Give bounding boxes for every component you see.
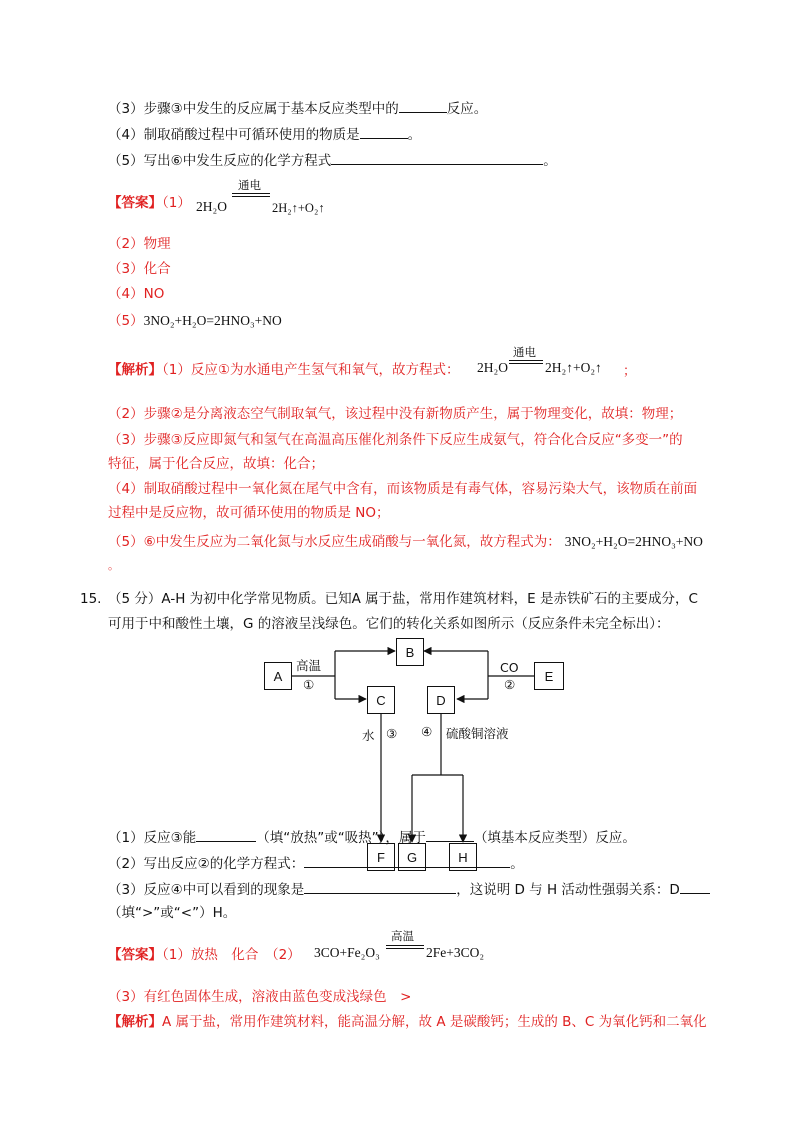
label-water: 水 xyxy=(362,728,375,743)
answer14-line2: （2）物理 xyxy=(108,236,171,252)
q15-part2: （2）写出反应②的化学方程式： 。 xyxy=(108,853,524,874)
q15-part3: （3）反应④中可以看到的现象是 ，这说明 D 与 H 活动性强弱关系：D xyxy=(108,879,710,900)
analysis14-line4a: （4）制取硝酸过程中一氧化氮在尾气中含有，而该物质是有毒气体，容易污染大气，该物质在前面 xyxy=(108,481,698,497)
answer15-equation: 3CO+Fe₂O₃ 高温 2Fe+3CO₂ xyxy=(314,929,485,960)
answer-blank xyxy=(304,879,456,894)
q15-part3-cont: （填“>”或“<”）H。 xyxy=(108,905,237,921)
equation-double-line xyxy=(509,360,543,364)
answer-blank xyxy=(426,827,474,842)
answer-blank xyxy=(196,827,256,842)
answer14-line1: 【答案】（1） xyxy=(108,195,191,211)
label-gaowen: 高温 xyxy=(296,658,322,673)
label-step-2: ② xyxy=(504,677,516,692)
box-f: F xyxy=(367,843,395,871)
label-step-1: ① xyxy=(303,677,315,692)
analysis14-line2: （2）步骤②是分离液态空气制取氧气，该过程中没有新物质产生，属于物理变化，故填：物理； xyxy=(108,406,683,422)
answer14-line3: （3）化合 xyxy=(108,261,171,277)
label-step-4: ④ xyxy=(421,724,433,739)
analysis14-line4b: 过程中是反应物，故可循环使用的物质是 NO； xyxy=(108,505,390,521)
answer15-line2: （3）有红色固体生成，溶液由蓝色变成浅绿色 > xyxy=(108,989,412,1005)
equation-double-line xyxy=(232,193,270,197)
answer15-line1: 【答案】（1）放热 化合 （2） xyxy=(108,947,301,963)
answer-blank xyxy=(331,150,543,165)
answer14-line5: （5）3NO₂+H₂O=2HNO₃+NO xyxy=(108,313,282,329)
answer14-equation: 2H₂O 通电 2H₂↑+O₂↑ xyxy=(196,178,325,215)
box-g: G xyxy=(398,843,426,871)
label-co: CO xyxy=(500,660,519,675)
q14-part5: （5）写出⑥中发生反应的化学方程式 。 xyxy=(108,150,557,171)
box-h: H xyxy=(449,843,477,871)
q14-part3: （3）步骤③中发生的反应属于基本反应类型中的 反应。 xyxy=(108,98,487,119)
box-d: D xyxy=(427,686,455,714)
equation-double-line xyxy=(386,945,424,949)
answer-blank xyxy=(360,124,408,139)
label-step-3: ③ xyxy=(386,726,398,741)
answer-blank xyxy=(680,879,710,894)
q15-stem-line2: 可用于中和酸性土壤，G 的溶液呈浅绿色。它们的转化关系如图所示（反应条件未完全标出）： xyxy=(108,616,670,632)
box-b: B xyxy=(396,638,424,666)
box-a: A xyxy=(264,662,292,690)
q15-number: 15. xyxy=(80,591,102,607)
q15-part1: （1）反应③能 （填“放热”或“吸热”），属于 （填基本反应类型）反应。 xyxy=(108,827,636,848)
analysis14-equation: 2H₂O 通电 2H₂↑+O₂↑ ； xyxy=(477,345,637,379)
analysis14-line3a: （3）步骤③反应即氮气和氢气在高温高压催化剂条件下反应生成氨气，符合化合反应“多变一”的 xyxy=(108,432,683,448)
answer-blank xyxy=(304,853,510,868)
q14-part4: （4）制取硝酸过程中可循环使用的物质是 。 xyxy=(108,124,421,145)
box-e: E xyxy=(534,662,564,690)
analysis14-line5: （5）⑥中发生反应为二氧化氮与水反应生成硝酸与一氧化氮，故方程式为： 3NO₂+H₂O=2HNO₃+NO xyxy=(108,534,703,550)
label-cuso4: 硫酸铜溶液 xyxy=(446,726,509,741)
analysis14-line1: 【解析】（1）反应①为水通电产生氢气和氧气，故方程式： xyxy=(108,362,460,378)
analysis14-line5-end: 。 xyxy=(108,559,119,572)
answer-blank xyxy=(399,98,447,113)
analysis14-line3b: 特征，属于化合反应，故填：化合； xyxy=(108,456,324,472)
q15-stem-line1: （5 分）A-H 为初中化学常见物质。已知A 属于盐，常用作建筑材料，E 是赤铁矿石的主要成分，C xyxy=(108,591,698,607)
box-c: C xyxy=(367,686,395,714)
answer14-line4: （4）NO xyxy=(108,286,165,302)
analysis15-line1: 【解析】A 属于盐，常用作建筑材料，能高温分解，故 A 是碳酸钙；生成的 B、C 为氧化钙和二氧化 xyxy=(108,1014,707,1030)
